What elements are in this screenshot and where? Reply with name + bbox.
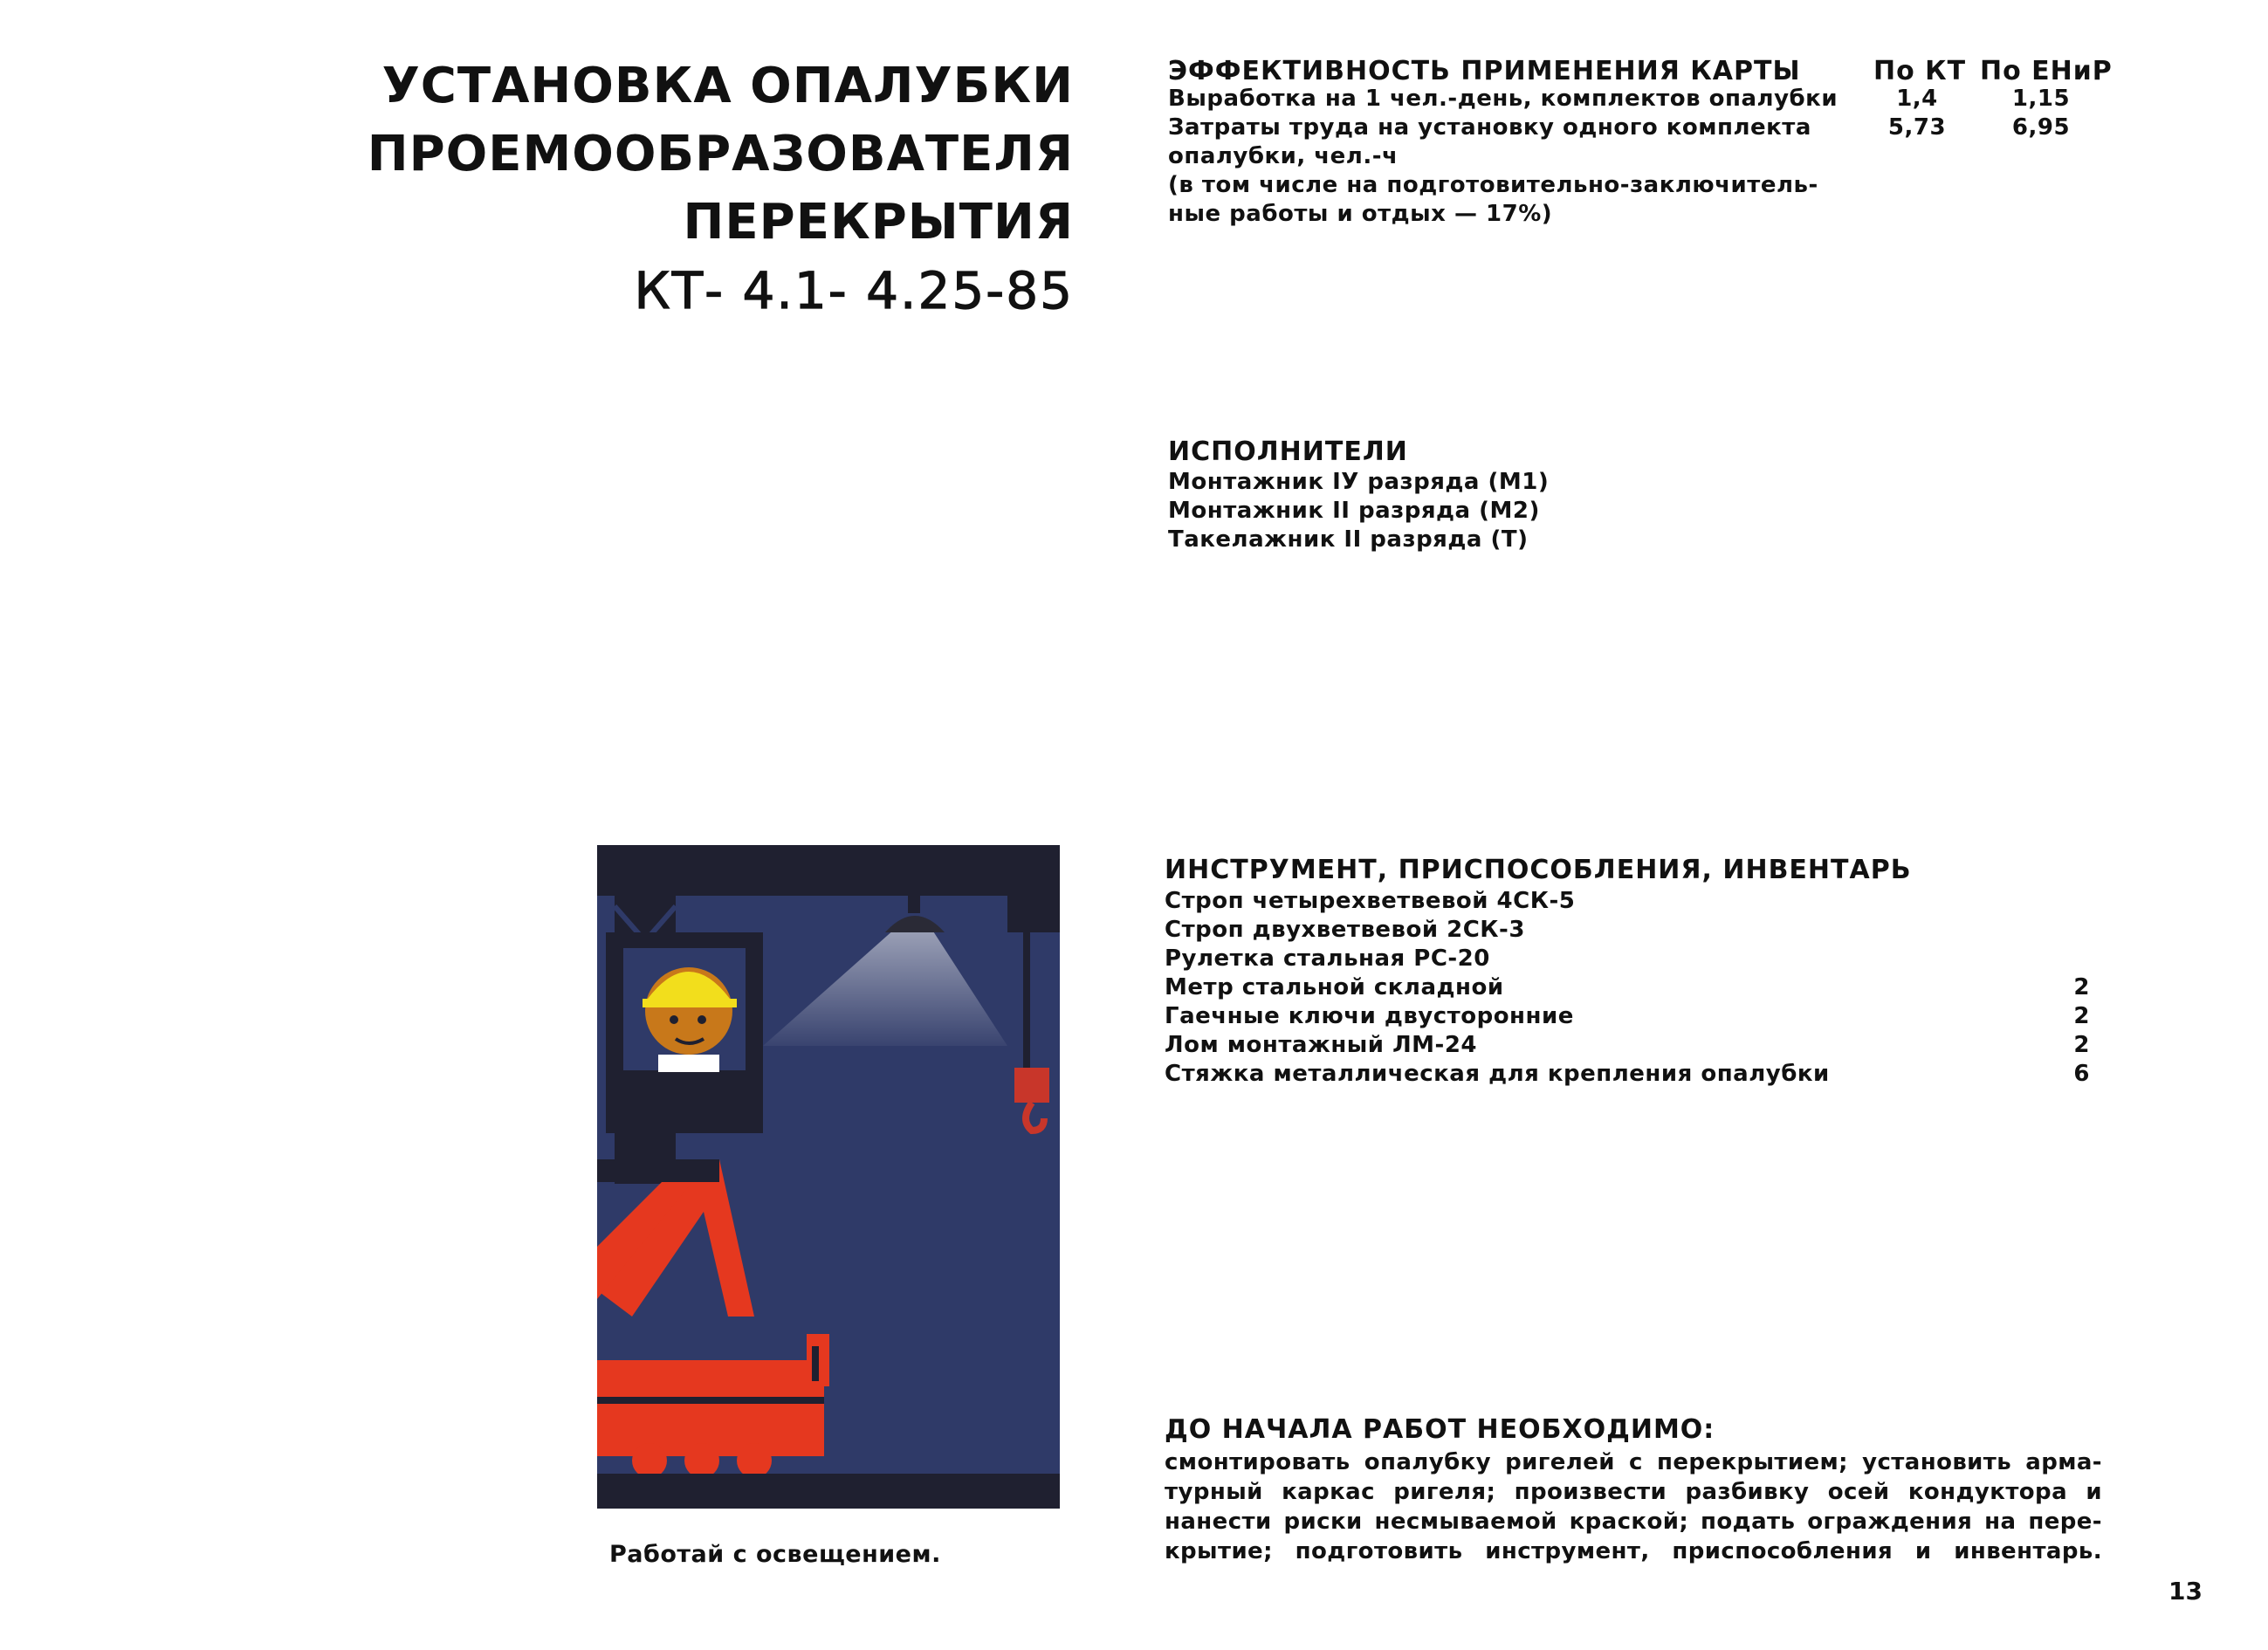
tool-qty: 2 — [2073, 1032, 2090, 1058]
before-work-line: нанести риски несмываемой краской; подать ограждения на пере- — [1165, 1509, 2102, 1535]
efficiency-note — [1168, 200, 2120, 229]
efficiency-note-line-2: ные работы и отдых — 17%) — [1168, 201, 1553, 227]
tool-name: Лом монтажный ЛМ-24 — [1165, 1032, 1478, 1058]
efficiency-enir-value: 6,95 — [2011, 114, 2071, 141]
efficiency-continuation — [1168, 142, 2120, 171]
card-code: КТ- 4.1- 4.25-85 — [634, 261, 1074, 320]
tool-item — [1165, 945, 2107, 973]
before-work-line: турный каркас ригеля; произвести разбивку осей кондуктора и — [1165, 1479, 2102, 1505]
efficiency-kt-value: 1,4 — [1896, 86, 1938, 112]
performers-heading: ИСПОЛНИТЕЛИ — [1168, 437, 1408, 467]
efficiency-section — [1168, 56, 2120, 229]
tool-name: Строп четырехветвевой 4СК-5 — [1165, 888, 1576, 914]
lamp-stem — [908, 896, 920, 913]
efficiency-enir-value: 1,15 — [2011, 86, 2071, 112]
efficiency-kt-value: 5,73 — [1887, 114, 1947, 141]
hook-rope — [1023, 897, 1030, 1072]
efficiency-heading: ЭФФЕКТИВНОСТЬ ПРИМЕНЕНИЯ КАРТЫ — [1168, 56, 1801, 86]
tool-qty: 2 — [2073, 974, 2090, 1000]
wheel-icon — [632, 1443, 667, 1478]
wheel-icon — [684, 1443, 719, 1478]
hook-block — [1014, 1068, 1049, 1103]
before-work-line: крытие; подготовить инструмент, приспособления и инвентарь. — [1165, 1538, 2102, 1564]
illustration-caption: Работай с освещением. — [609, 1541, 941, 1568]
before-work-line: смонтировать опалубку ригелей с перекрытием; установить арма- — [1165, 1449, 2102, 1475]
tool-qty: 2 — [2073, 1003, 2090, 1029]
efficiency-header-row — [1168, 56, 2120, 85]
before-work-section — [1165, 1413, 2102, 1566]
wheel-icon — [737, 1443, 772, 1478]
tool-name: Рулетка стальная РС-20 — [1165, 945, 1490, 972]
efficiency-label: Выработка на 1 чел.-день, комплектов опалубки — [1168, 86, 1838, 112]
tool-item — [1165, 973, 2107, 1002]
tool-item — [1165, 1060, 2107, 1089]
tool-name: Гаечные ключи двусторонние — [1165, 1003, 1574, 1029]
title-line-1: УСТАНОВКА ОПАЛУБКИ — [381, 58, 1074, 114]
performers-section — [1168, 437, 1549, 554]
crane-operator-illustration — [597, 845, 1060, 1509]
tool-item — [1165, 1002, 2107, 1031]
tool-name: Метр стальной складной — [1165, 974, 1504, 1000]
efficiency-unit-text: опалубки, чел.-ч — [1168, 143, 1399, 169]
col-enir-header: По ЕНиР — [1980, 56, 2113, 86]
performer-item: Такелажник II разряда (Т) — [1168, 526, 1529, 553]
efficiency-row — [1168, 85, 2120, 113]
title-line-3: ПЕРЕКРЫТИЯ — [683, 194, 1074, 251]
crane-base — [597, 1360, 824, 1456]
rail — [597, 1474, 1060, 1509]
before-work-heading: ДО НАЧАЛА РАБОТ НЕОБХОДИМО: — [1165, 1414, 1715, 1445]
col-kt-header: По КТ — [1873, 56, 1967, 86]
tools-heading: ИНСТРУМЕНТ, ПРИСПОСОБЛЕНИЯ, ИНВЕНТАРЬ — [1165, 855, 1912, 885]
page-number: 13 — [2168, 1577, 2203, 1605]
beam-support — [1007, 845, 1060, 932]
tool-name: Строп двухветвевой 2СК-3 — [1165, 917, 1525, 943]
tools-section — [1165, 854, 2107, 1089]
tool-item — [1165, 887, 2107, 916]
title-line-2: ПРОЕМООБРАЗОВАТЕЛЯ — [367, 126, 1074, 182]
efficiency-label: Затраты труда на установку одного комплекта — [1168, 114, 1811, 141]
tool-qty: 6 — [2073, 1061, 2090, 1087]
operator-collar — [658, 1055, 719, 1072]
performer-item: Монтажник IУ разряда (М1) — [1168, 469, 1550, 495]
efficiency-note — [1168, 171, 2120, 200]
tool-item — [1165, 1031, 2107, 1060]
page-title — [314, 52, 1074, 325]
performer-item: Монтажник II разряда (М2) — [1168, 498, 1540, 524]
tool-item — [1165, 916, 2107, 945]
overhead-beam — [597, 845, 1060, 896]
efficiency-note-line-1: (в том числе на подготовительно-заключитель- — [1168, 172, 1818, 198]
tool-name: Стяжка металлическая для крепления опалубки — [1165, 1061, 1830, 1087]
efficiency-row — [1168, 113, 2120, 142]
